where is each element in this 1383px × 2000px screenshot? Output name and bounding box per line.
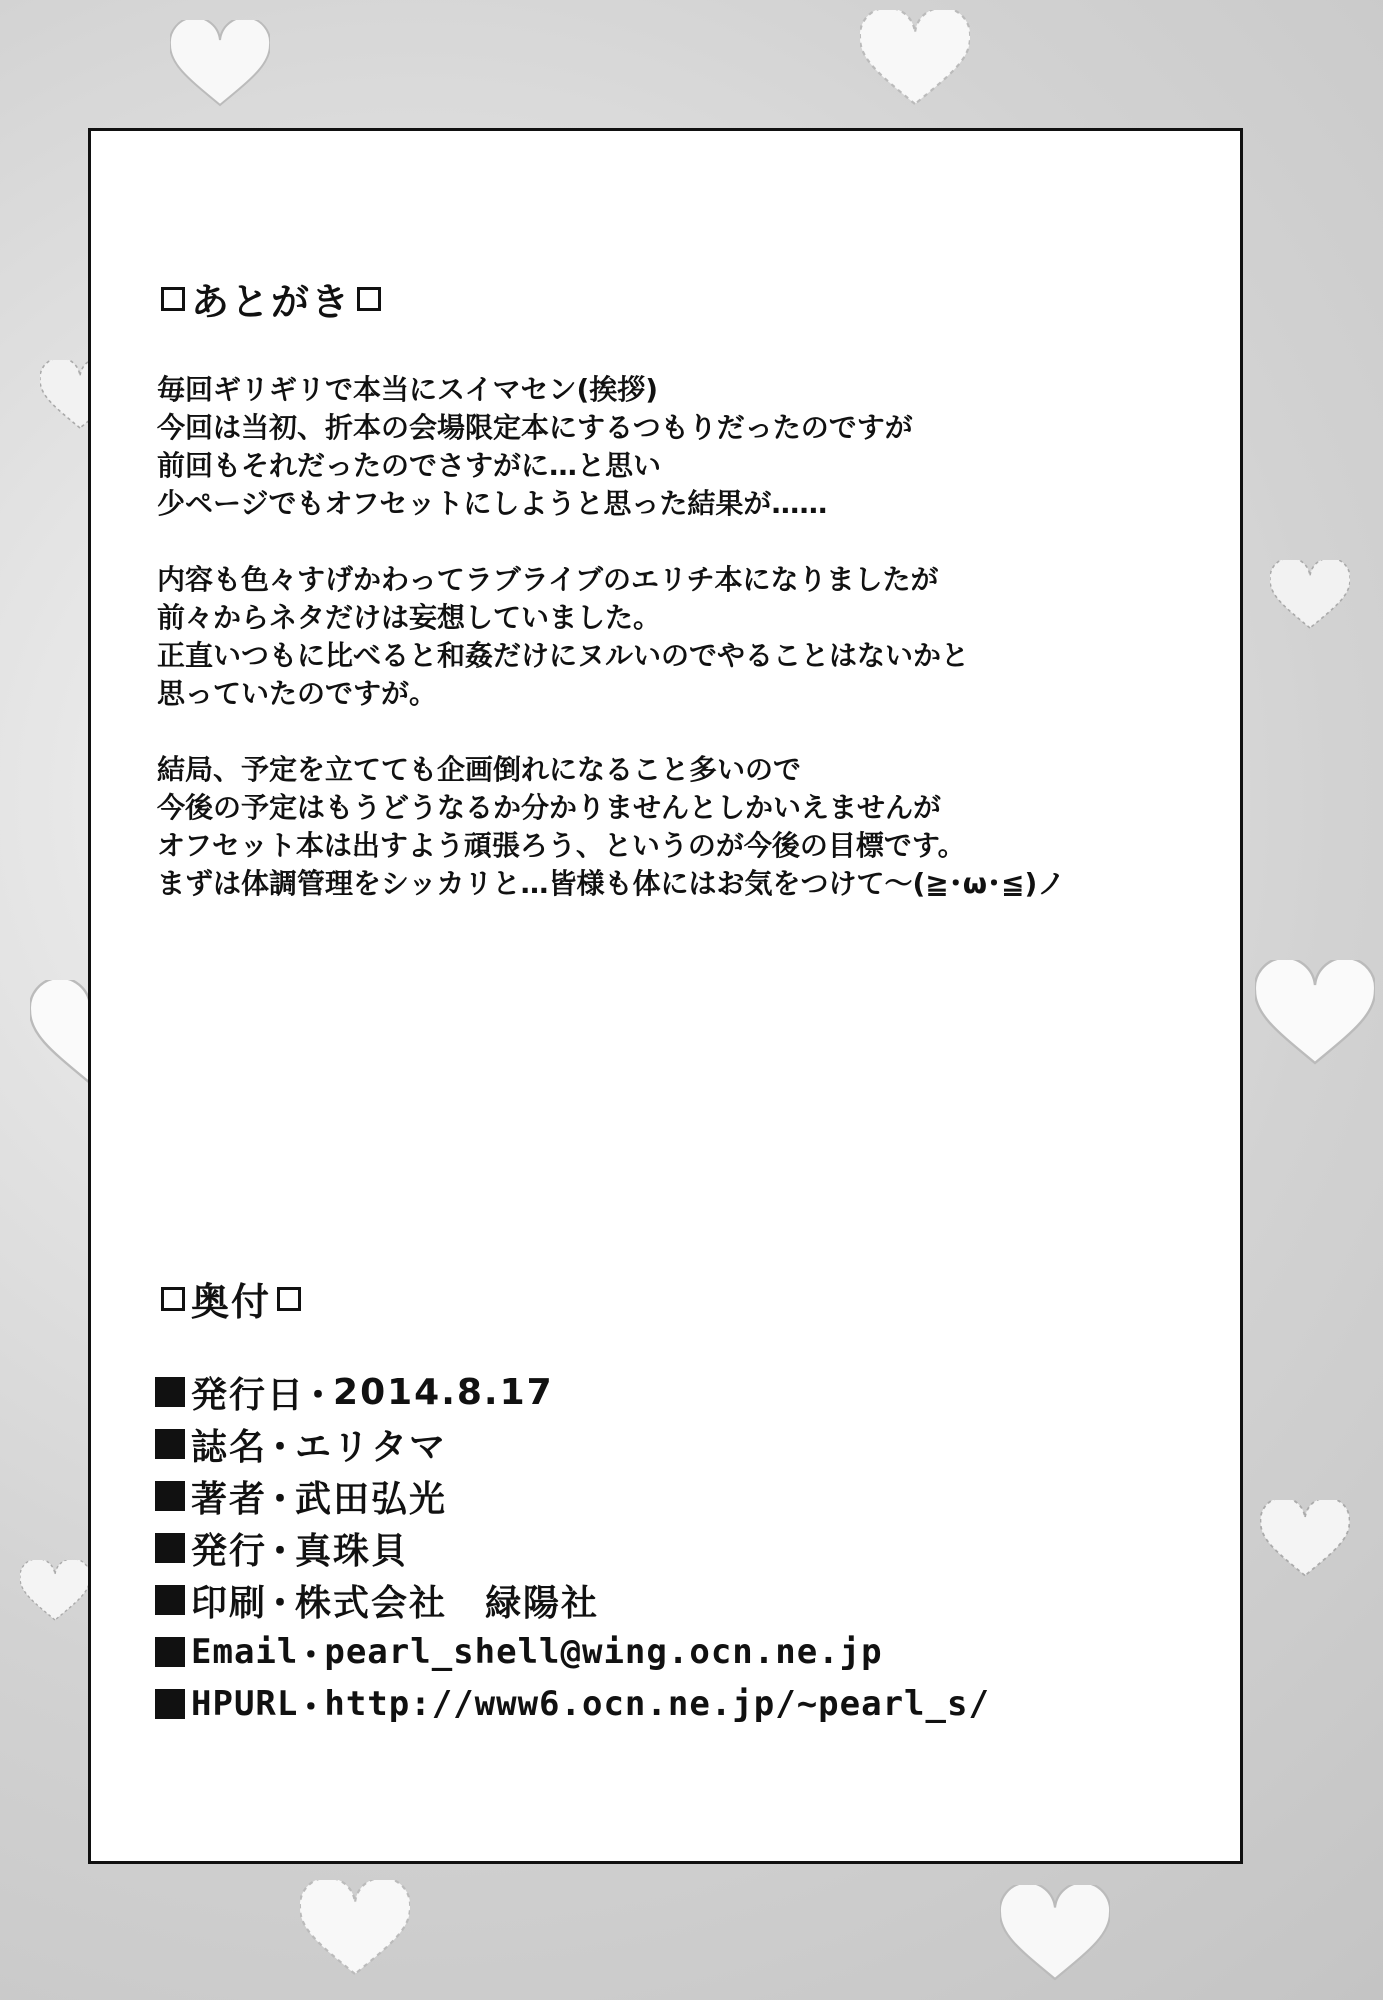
square-outline-icon: [161, 1287, 185, 1311]
afterword-paragraph: [157, 751, 1197, 903]
colophon-url-value: http://www6.ocn.ne.jp/~pearl_s/: [324, 1684, 990, 1724]
heart-icon: [300, 1880, 410, 1980]
colophon-value: 武田弘光: [295, 1478, 448, 1520]
colophon-row-publisher: [155, 1522, 1215, 1574]
afterword-line: 内容も色々すげかわってラブライブのエリチ本になりましたが: [157, 563, 939, 596]
afterword-line: まずは体調管理をシッカリと…皆様も体にはお気をつけて〜(≧･ω･≦)ノ: [157, 867, 1066, 900]
colophon-separator: ･: [271, 1530, 292, 1572]
afterword-paragraph: [157, 561, 1197, 713]
square-bullet-icon: [155, 1429, 185, 1459]
colophon-value: エリタマ: [295, 1426, 448, 1468]
heart-icon: [1270, 560, 1350, 632]
colophon-separator: ･: [271, 1426, 292, 1468]
colophon-row-issue-date: [155, 1366, 1215, 1418]
colophon-separator: ･: [302, 1635, 321, 1676]
colophon-value: 株式会社 緑陽社: [295, 1582, 600, 1624]
afterword-paragraph: [157, 371, 1197, 523]
afterword-line: 正直いつもに比べると和姦だけにヌルいのでやることはないかと: [157, 639, 970, 672]
square-outline-icon: [277, 1287, 301, 1311]
square-bullet-icon: [155, 1533, 185, 1563]
colophon-value: 2014.8.17: [333, 1371, 554, 1413]
heart-icon: [20, 1560, 90, 1624]
square-bullet-icon: [155, 1481, 185, 1511]
heart-icon: [1260, 1500, 1350, 1580]
colophon-label: Email: [191, 1632, 299, 1672]
heart-icon: [860, 10, 970, 110]
colophon-separator: ･: [271, 1582, 292, 1624]
heart-icon: [1000, 1885, 1110, 1985]
square-outline-icon: [357, 287, 381, 311]
colophon-list: [155, 1366, 1215, 1730]
colophon-row-homepage: [155, 1678, 1215, 1730]
afterword-heading-text: あとがき: [191, 280, 352, 324]
colophon-label: HPURL: [191, 1684, 299, 1724]
colophon-heading-text: 奥付: [191, 1280, 272, 1324]
colophon-value: 真珠貝: [295, 1530, 410, 1572]
square-bullet-icon: [155, 1585, 185, 1615]
afterword-line: 前々からネタだけは妄想していました。: [157, 601, 662, 634]
colophon-label: 著者: [191, 1478, 268, 1520]
colophon-separator: ･: [302, 1687, 321, 1728]
colophon-separator: ･: [309, 1374, 330, 1416]
colophon-separator: ･: [271, 1478, 292, 1520]
colophon-row-author: [155, 1470, 1215, 1522]
afterword-line: 思っていたのですが。: [157, 677, 438, 710]
afterword-line: 今回は当初、折本の会場限定本にするつもりだったのですが: [157, 411, 913, 444]
afterword-body: [157, 371, 1197, 941]
colophon-label: 印刷: [191, 1582, 268, 1624]
afterword-line: 前回もそれだったのでさすがに…と思い: [157, 449, 662, 482]
afterword-line: 今後の予定はもうどうなるか分かりませんとしかいえませんが: [157, 791, 942, 824]
colophon-label: 発行: [191, 1530, 268, 1572]
afterword-line: 結局、予定を立てても企画倒れになること多いので: [157, 753, 802, 786]
square-bullet-icon: [155, 1377, 185, 1407]
colophon-label: 誌名: [191, 1426, 268, 1468]
afterword-page-panel: [88, 128, 1243, 1864]
colophon-label: 発行日: [191, 1374, 306, 1416]
afterword-line: 毎回ギリギリで本当にスイマセン(挨拶): [157, 373, 659, 406]
afterword-line: 少ページでもオフセットにしようと思った結果が……: [157, 487, 828, 520]
square-bullet-icon: [155, 1637, 185, 1667]
square-outline-icon: [161, 287, 185, 311]
colophon-row-printer: [155, 1574, 1215, 1626]
heart-icon: [1255, 960, 1375, 1070]
colophon-row-email: [155, 1626, 1215, 1678]
colophon-email-value: pearl_shell@wing.ocn.ne.jp: [324, 1632, 883, 1672]
heart-icon: [170, 20, 270, 110]
colophon-row-title: [155, 1418, 1215, 1470]
afterword-line: オフセット本は出すよう頑張ろう、というのが今後の目標です。: [157, 829, 966, 862]
square-bullet-icon: [155, 1689, 185, 1719]
afterword-heading: [155, 271, 387, 326]
colophon-heading: [155, 1271, 307, 1326]
